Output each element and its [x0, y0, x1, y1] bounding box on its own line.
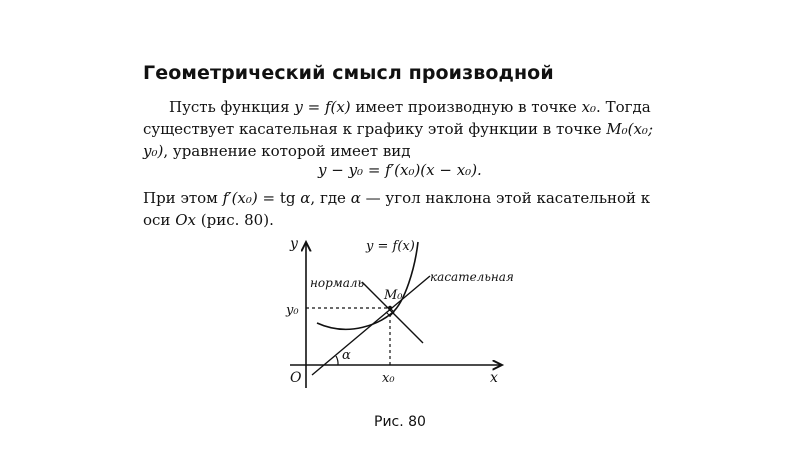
paragraph-1-content [143, 98, 653, 160]
figure-caption: Рис. 80 [374, 414, 426, 430]
text-fragment: = tg [257, 189, 301, 207]
math-fragment: y = f(x) [294, 98, 351, 116]
x0-label: x₀ [382, 371, 395, 386]
math-fragment: f′(x₀) [222, 189, 258, 207]
text-fragment: , уравнение которой имеет вид [163, 142, 411, 160]
figure-80 [280, 228, 520, 398]
text-fragment: . Тогда существует касательная к графику этой функции в точке [143, 98, 651, 138]
math-fragment: α [350, 189, 361, 207]
math-fragment: M₀(x₀; y₀) [143, 120, 654, 160]
tangent-label: касательная [430, 270, 514, 284]
y0-label: y₀ [286, 303, 299, 318]
angle-label: α [342, 348, 351, 363]
text-fragment: имеет производную в точке [350, 98, 582, 116]
y-axis-label: y [290, 236, 298, 252]
math-fragment: α [300, 189, 311, 207]
point-label: M₀ [384, 288, 403, 303]
normal-label: нормаль [310, 276, 365, 290]
text-fragment: — угол наклона этой касательной к оси [143, 189, 651, 229]
tangent-equation: y − y₀ = f′(x₀)(x − x₀). [318, 161, 482, 179]
text-fragment: (рис. 80). [195, 211, 274, 229]
math-fragment: Ox [175, 211, 196, 229]
text-fragment: При этом [143, 189, 223, 207]
text-fragment: , где [310, 189, 351, 207]
text-fragment: Пусть функция [169, 98, 295, 116]
paragraph-1 [143, 96, 663, 162]
math-fragment: x₀ [581, 98, 597, 116]
function-label: y = f(x) [366, 239, 415, 254]
point-m0 [388, 306, 392, 310]
paragraph-2 [143, 187, 663, 231]
paragraph-2-content [143, 189, 650, 229]
origin-label: O [290, 370, 302, 386]
section-title: Геометрический смысл производной [143, 62, 554, 84]
x-axis-label: x [490, 370, 498, 386]
angle-arc [336, 356, 338, 365]
